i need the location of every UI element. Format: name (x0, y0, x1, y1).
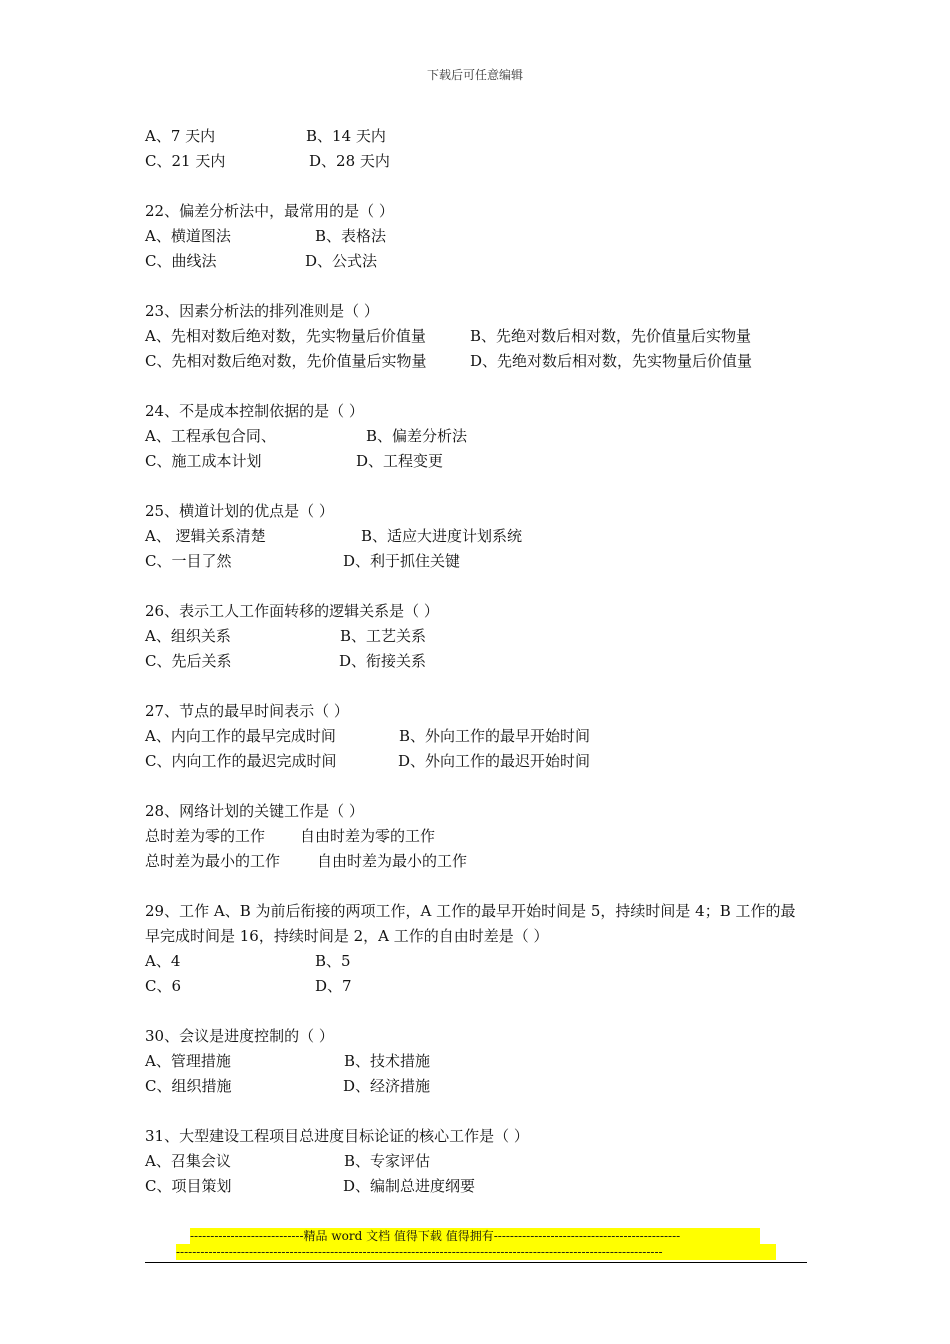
question-stem: 24、不是成本控制依据的是（ ） (145, 402, 364, 420)
option-b: B、外向工作的最早开始时间 (399, 727, 591, 745)
option-c: C、内向工作的最迟完成时间 (145, 752, 337, 770)
option-c: C、先相对数后绝对数，先价值量后实物量 (145, 352, 427, 370)
option-a: A、组织关系 (145, 627, 231, 645)
option-row (145, 849, 810, 874)
document-body (145, 124, 810, 1224)
option-c: C、先后关系 (145, 652, 232, 670)
option-row (145, 949, 810, 974)
option-d: D、编制总进度纲要 (343, 1177, 476, 1195)
option-c: C、项目策划 (145, 1177, 232, 1195)
option-row (145, 749, 810, 774)
question-stem: 31、大型建设工程项目总进度目标论证的核心工作是（ ） (145, 1127, 529, 1145)
question-28 (145, 799, 810, 874)
question-stem: 26、表示工人工作面转移的逻辑关系是（ ） (145, 602, 439, 620)
option-row (145, 824, 810, 849)
option-a: A、管理措施 (145, 1052, 231, 1070)
question-21-options (145, 124, 810, 174)
option-a: A、召集会议 (145, 1152, 231, 1170)
page-footer (145, 1228, 807, 1260)
option-row (145, 1074, 810, 1099)
option-b: 自由时差为零的工作 (300, 827, 436, 845)
option-d: 自由时差为最小的工作 (317, 852, 468, 870)
option-a: A、 逻辑关系清楚 (145, 527, 266, 545)
option-d: D、衔接关系 (339, 652, 427, 670)
option-c: C、组织措施 (145, 1077, 232, 1095)
question-30 (145, 1024, 810, 1099)
option-row (145, 974, 810, 999)
question-22 (145, 199, 810, 274)
page-header: 下载后可任意编辑 (426, 68, 523, 82)
option-d: D、7 (315, 977, 352, 995)
option-row (145, 424, 810, 449)
option-row (145, 224, 810, 249)
option-row (145, 724, 810, 749)
option-row (145, 349, 810, 374)
option-a: A、内向工作的最早完成时间 (145, 727, 336, 745)
option-d: D、经济措施 (343, 1077, 431, 1095)
option-b: B、偏差分析法 (366, 427, 468, 445)
option-row (145, 249, 810, 274)
option-d: D、外向工作的最迟开始时间 (398, 752, 591, 770)
question-stem: 28、网络计划的关键工作是（ ） (145, 802, 364, 820)
option-b: B、14 天内 (306, 127, 386, 145)
option-d: D、先绝对数后相对数，先实物量后价值量 (470, 352, 753, 370)
option-d: D、28 天内 (309, 152, 390, 170)
option-b: B、先绝对数后相对数，先价值量后实物量 (470, 327, 752, 345)
option-row (145, 649, 810, 674)
option-a: 总时差为零的工作 (145, 827, 266, 845)
question-stem: 27、节点的最早时间表示（ ） (145, 702, 349, 720)
option-b: B、专家评估 (344, 1152, 431, 1170)
question-24 (145, 399, 810, 474)
option-c: 总时差为最小的工作 (145, 852, 281, 870)
option-d: D、利于抓住关键 (343, 552, 461, 570)
option-b: B、工艺关系 (340, 627, 427, 645)
option-b: B、技术措施 (344, 1052, 431, 1070)
footer-banner-line-2: ------------------------------------------------------------------------------------------------------------------------ (176, 1244, 776, 1260)
question-27 (145, 699, 810, 774)
option-a: A、先相对数后绝对数，先实物量后价值量 (145, 327, 426, 345)
option-row (145, 1049, 810, 1074)
option-a: A、横道图法 (145, 227, 231, 245)
option-b: B、适应大进度计划系统 (361, 527, 523, 545)
footer-rule (145, 1262, 807, 1263)
option-b: B、表格法 (315, 227, 387, 245)
question-stem: 22、偏差分析法中，最常用的是（ ） (145, 202, 394, 220)
question-25 (145, 499, 810, 574)
option-a: A、7 天内 (145, 127, 216, 145)
question-31 (145, 1124, 810, 1199)
footer-banner-line-1: ----------------------------精品 word 文档 值得下载 值得拥有---------------------------------------------- (190, 1228, 760, 1244)
question-26 (145, 599, 810, 674)
option-row (145, 524, 810, 549)
option-row (145, 549, 810, 574)
question-stem: 25、横道计划的优点是（ ） (145, 502, 334, 520)
option-row (145, 124, 810, 149)
option-row (145, 1174, 810, 1199)
option-a: A、4 (145, 952, 181, 970)
option-b: B、5 (315, 952, 351, 970)
option-row (145, 624, 810, 649)
option-c: C、21 天内 (145, 152, 226, 170)
question-29 (145, 899, 810, 999)
option-row (145, 149, 810, 174)
option-row (145, 449, 810, 474)
option-a: A、工程承包合同、 (145, 427, 276, 445)
option-c: C、曲线法 (145, 252, 217, 270)
option-row (145, 324, 810, 349)
option-row (145, 1149, 810, 1174)
option-d: D、工程变更 (356, 452, 444, 470)
question-23 (145, 299, 810, 374)
option-c: C、一目了然 (145, 552, 232, 570)
option-d: D、公式法 (305, 252, 378, 270)
question-stem: 29、工作 A、B 为前后衔接的两项工作，A 工作的最早开始时间是 5，持续时间是 4；B 工作的最早完成时间是 16，持续时间是 2，A 工作的自由时差是（ ） (145, 902, 796, 945)
question-stem: 30、会议是进度控制的（ ） (145, 1027, 334, 1045)
question-stem: 23、因素分析法的排列准则是（ ） (145, 302, 379, 320)
option-c: C、6 (145, 977, 182, 995)
option-c: C、施工成本计划 (145, 452, 262, 470)
